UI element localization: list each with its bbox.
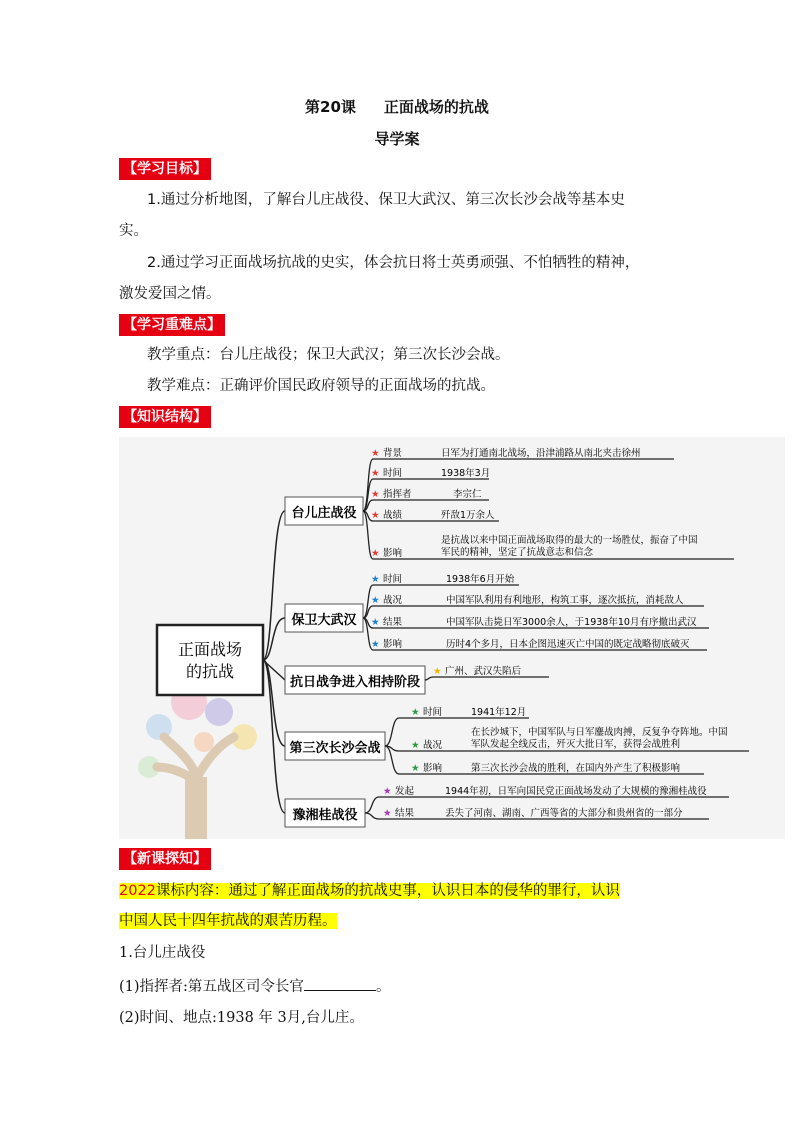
root-node bbox=[157, 625, 263, 695]
lesson-number: 第20课 bbox=[305, 98, 356, 116]
teaching-difficulty: 教学难点：正确评价国民政府领导的正面战场的抗战。 bbox=[147, 378, 495, 394]
keypoints-tag: 【学习重难点】 bbox=[119, 314, 225, 336]
b1-val-4: 歼敌1万余人 bbox=[441, 510, 495, 521]
b5-key-1: 发起 bbox=[395, 786, 415, 797]
b2-val-3: 中国军队击毙日军3000余人，于1938年10月有序撤出武汉 bbox=[446, 617, 697, 628]
page-title bbox=[0, 96, 794, 117]
objective-2-line-1: 2.通过学习正面战场抗战的史实，体会抗日将士英勇顽强、不怕牺牲的精神， bbox=[147, 255, 640, 271]
curriculum-standard-line-2 bbox=[119, 910, 337, 932]
star-icon: ★ bbox=[383, 808, 392, 819]
b4-key-2: 战况 bbox=[423, 740, 443, 751]
branch-wuhan bbox=[285, 573, 709, 650]
b2-key-2: 战况 bbox=[383, 595, 403, 606]
q1-suffix: 。 bbox=[375, 979, 391, 995]
b1-val-1: 日军为打通南北战场，沿津浦路从南北夹击徐州 bbox=[441, 448, 641, 459]
branch-stalemate bbox=[285, 665, 549, 694]
star-icon: ★ bbox=[383, 786, 392, 797]
star-icon: ★ bbox=[371, 548, 380, 559]
b4-key-3: 影响 bbox=[423, 763, 443, 774]
star-icon: ★ bbox=[433, 666, 442, 677]
question-commander bbox=[119, 976, 390, 997]
b2-key-4: 影响 bbox=[383, 639, 403, 650]
b4-val-2b: 军队发起全线反击，歼灭大批日军，获得会战胜利 bbox=[471, 739, 681, 750]
b2-val-4: 历时4个多月，日本企图迅速灭亡中国的既定战略彻底破灭 bbox=[446, 639, 690, 650]
root-line-1: 正面战场 bbox=[177, 640, 243, 659]
branch-3-title: 抗日战争进入相持阶段 bbox=[289, 675, 421, 690]
b2-key-3: 结果 bbox=[383, 617, 403, 628]
section-heading-taierzhuang: 1.台儿庄战役 bbox=[119, 945, 206, 961]
b1-key-5: 影响 bbox=[383, 548, 403, 559]
b1-key-4: 战绩 bbox=[383, 510, 403, 521]
star-icon: ★ bbox=[371, 468, 380, 479]
b1-key-3: 指挥者 bbox=[383, 489, 412, 500]
curriculum-standard-line-1 bbox=[119, 880, 620, 902]
branch-changsha bbox=[285, 706, 749, 774]
star-icon: ★ bbox=[411, 707, 420, 718]
b1-val-2: 1938年3月 bbox=[441, 468, 491, 479]
star-icon: ★ bbox=[371, 617, 380, 628]
objective-1-line-2: 实。 bbox=[119, 223, 148, 239]
b3-val-1: 广州、武汉失陷后 bbox=[445, 666, 522, 677]
b5-val-2: 丢失了河南、湖南、广西等省的大部分和贵州省的一部分 bbox=[445, 808, 683, 819]
standard-text-1: 课标内容：通过了解正面战场的抗战史事，认识日本的侵华的罪行，认识 bbox=[155, 883, 620, 899]
star-icon: ★ bbox=[371, 639, 380, 650]
star-icon: ★ bbox=[411, 763, 420, 774]
standard-text-2: 中国人民十四年抗战的艰苦历程。 bbox=[119, 913, 337, 929]
structure-tag: 【知识结构】 bbox=[119, 406, 211, 428]
star-icon: ★ bbox=[371, 595, 380, 606]
branch-4-title: 第三次长沙会战 bbox=[289, 741, 381, 756]
b1-key-2: 时间 bbox=[383, 468, 403, 479]
b1-val-5a: 是抗战以来中国正面战场取得的最大的一场胜仗，振奋了中国 bbox=[441, 535, 698, 546]
teaching-focus: 教学重点：台儿庄战役；保卫大武汉；第三次长沙会战。 bbox=[147, 347, 510, 363]
page-subtitle: 导学案 bbox=[374, 130, 420, 148]
b4-key-1: 时间 bbox=[423, 707, 443, 718]
b4-val-3: 第三次长沙会战的胜利，在国内外产生了积极影响 bbox=[471, 763, 681, 774]
star-icon: ★ bbox=[371, 489, 380, 500]
b5-val-1: 1944年初，日军向国民党正面战场发动了大规模的豫湘桂战役 bbox=[445, 786, 707, 797]
b2-val-2: 中国军队利用有利地形，构筑工事，逐次抵抗，消耗敌人 bbox=[446, 595, 684, 606]
b4-val-2a: 在长沙城下，中国军队与日军鏖战肉搏，反复争夺阵地。中国 bbox=[471, 727, 728, 738]
star-icon: ★ bbox=[411, 740, 420, 751]
branch-taierzhuang bbox=[285, 447, 734, 559]
question-time-place: (2)时间、地点:1938 年 3月,台儿庄。 bbox=[119, 1010, 364, 1026]
standard-year: 2022 bbox=[119, 883, 156, 899]
b2-val-1: 1938年6月开始 bbox=[446, 574, 515, 585]
star-icon: ★ bbox=[371, 574, 380, 585]
b1-key-1: 背景 bbox=[383, 448, 403, 459]
branch-1-title: 台儿庄战役 bbox=[291, 506, 357, 521]
b2-key-1: 时间 bbox=[383, 574, 403, 585]
star-icon: ★ bbox=[371, 510, 380, 521]
root-line-2: 的抗战 bbox=[185, 662, 235, 681]
objective-1-line-1: 1.通过分析地图，了解台儿庄战役、保卫大武汉、第三次长沙会战等基本史 bbox=[147, 192, 625, 208]
lesson-title: 正面战场的抗战 bbox=[383, 98, 489, 116]
star-icon: ★ bbox=[371, 448, 380, 459]
objective-2-line-2: 激发爱国之情。 bbox=[119, 286, 221, 302]
branch-5-title: 豫湘桂战役 bbox=[292, 808, 358, 823]
newlesson-tag: 【新课探知】 bbox=[119, 848, 211, 870]
decorative-tree-icon bbox=[138, 684, 257, 839]
q1-prefix: (1)指挥者:第五战区司令长官 bbox=[119, 979, 304, 995]
knowledge-structure-mindmap bbox=[119, 437, 785, 839]
b5-key-2: 结果 bbox=[395, 808, 415, 819]
branch-yuxianggui bbox=[285, 785, 729, 827]
answer-blank[interactable] bbox=[304, 976, 376, 991]
branch-2-title: 保卫大武汉 bbox=[291, 613, 357, 628]
b1-val-3: 李宗仁 bbox=[453, 489, 482, 500]
b4-val-1: 1941年12月 bbox=[471, 707, 527, 718]
objectives-tag: 【学习目标】 bbox=[119, 158, 211, 180]
b1-val-5b: 军民的精神，坚定了抗战意志和信念 bbox=[441, 547, 594, 558]
